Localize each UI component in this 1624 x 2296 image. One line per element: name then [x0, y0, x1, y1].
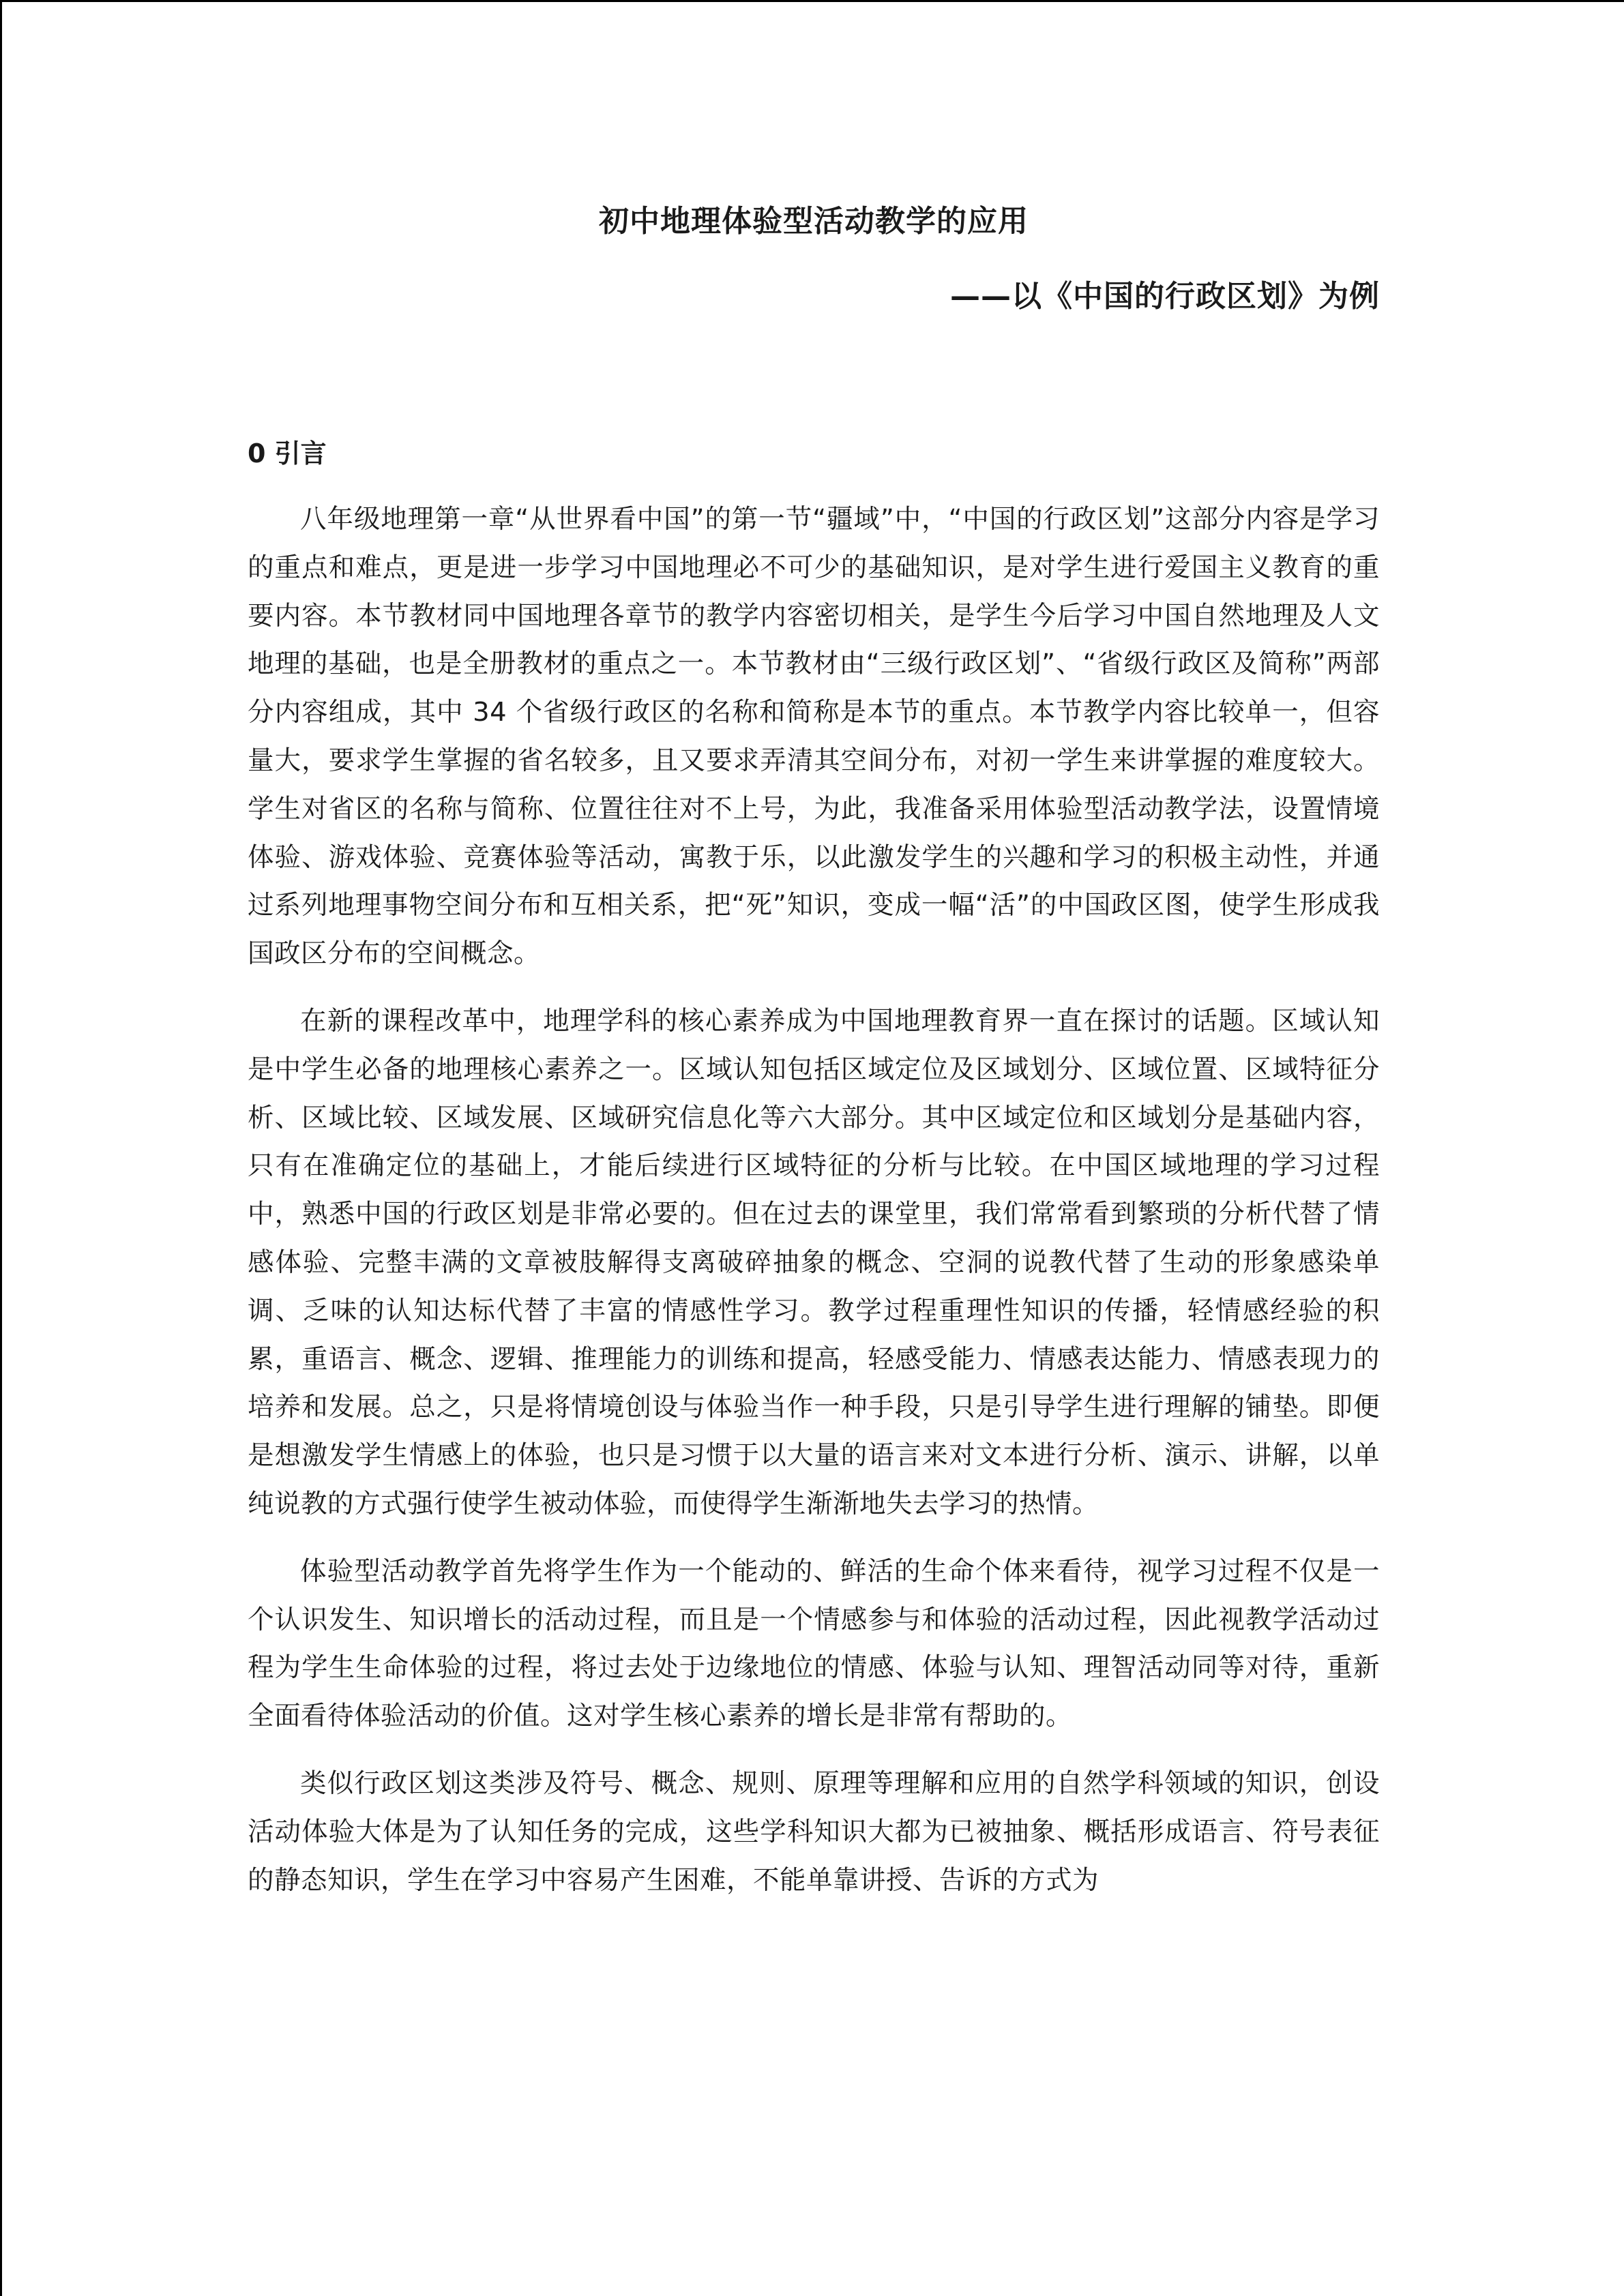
document-body [248, 200, 1380, 1905]
paragraph-3: 体验型活动教学首先将学生作为一个能动的、鲜活的生命个体来看待，视学习过程不仅是一个认识发生、知识增长的活动过程，而且是一个情感参与和体验的活动过程，因此视教学活动过程为学生生命体验的过程，将过去处于边缘地位的情感、体验与认知、理智活动同等对待，重新全面看待体验活动的价值。这对学生核心素养的增长是非常有帮助的。 [248, 1555, 1380, 1732]
document-title: 初中地理体验型活动教学的应用 [599, 204, 1029, 239]
document-subtitle: ——以《中国的行政区划》为例 [950, 279, 1380, 314]
paragraph-2: 在新的课程改革中，地理学科的核心素养成为中国地理教育界一直在探讨的话题。区域认知是中学生必备的地理核心素养之一。区域认知包括区域定位及区域划分、区域位置、区域特征分析、区域比较、区域发展、区域研究信息化等六大部分。其中区域定位和区域划分是基础内容，只有在准确定位的基础上，才能后续进行区域特征的分析与比较。在中国区域地理的学习过程中，熟悉中国的行政区划是非常必要的。但在过去的课堂里，我们常常看到繁琐的分析代替了情感体验、完整丰满的文章被肢解得支离破碎抽象的概念、空洞的说教代替了生动的形象感染单调、乏味的认知达标代替了丰富的情感性学习。教学过程重理性知识的传播，轻情感经验的积累，重语言、概念、逻辑、推理能力的训练和提高，轻感受能力、情感表达能力、情感表现力的培养和发展。总之，只是将情境创设与体验当作一种手段，只是引导学生进行理解的铺垫。即便是想激发学生情感上的体验，也只是习惯于以大量的语言来对文本进行分析、演示、讲解，以单纯说教的方式强行使学生被动体验，而使得学生渐渐地失去学习的热情。 [248, 1005, 1380, 1519]
paragraph-1: 八年级地理第一章“从世界看中国”的第一节“疆域”中，“中国的行政区划”这部分内容是学习的重点和难点，更是进一步学习中国地理必不可少的基础知识，是对学生进行爱国主义教育的重要内容。本节教材同中国地理各章节的教学内容密切相关，是学生今后学习中国自然地理及人文地理的基础，也是全册教材的重点之一。本节教材由“三级行政区划”、“省级行政区及简称”两部分内容组成，其中 34 个省级行政区的名称和简称是本节的重点。本节教学内容比较单一，但容量大，要求学生掌握的省名较多，且又要求弄清其空间分布，对初一学生来讲掌握的难度较大。学生对省区的名称与简称、位置往往对不上号，为此，我准备采用体验型活动教学法，设置情境体验、游戏体验、竞赛体验等活动，寓教于乐，以此激发学生的兴趣和学习的积极主动性，并通过系列地理事物空间分布和互相关系，把“死”知识，变成一幅“活”的中国政区图，使学生形成我国政区分布的空间概念。 [248, 504, 1380, 970]
paragraph-4: 类似行政区划这类涉及符号、概念、规则、原理等理解和应用的自然学科领域的知识，创设活动体验大体是为了认知任务的完成，这些学科知识大都为已被抽象、概括形成语言、符号表征的静态知识，学生在学习中容易产生困难，不能单靠讲授、告诉的方式为 [248, 1768, 1380, 1896]
section-heading-introduction: 0 引言 [248, 438, 327, 468]
